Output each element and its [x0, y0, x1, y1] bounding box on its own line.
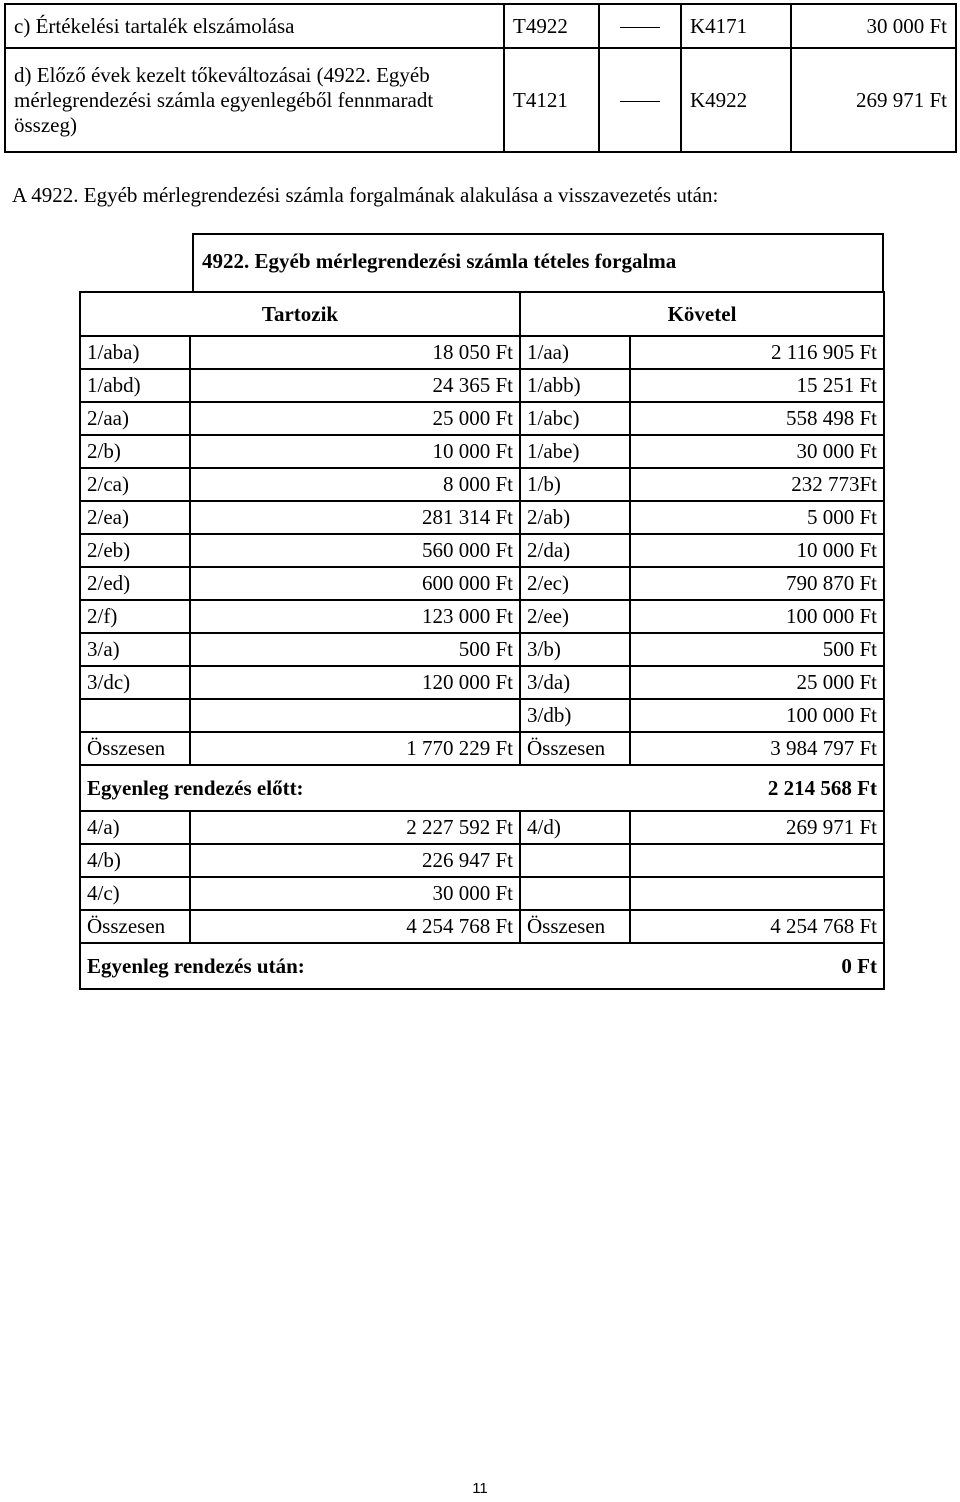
credit-amount: 3 984 797 Ft — [630, 732, 884, 765]
debit-ref: 2/ca) — [80, 468, 190, 501]
table-row — [80, 699, 884, 732]
debit-header: Tartozik — [80, 292, 520, 336]
debit-amount: 120 000 Ft — [190, 666, 520, 699]
credit-amount: 10 000 Ft — [630, 534, 884, 567]
debit-amount: 123 000 Ft — [190, 600, 520, 633]
credit-ref: 3/da) — [520, 666, 630, 699]
debit-amount: 4 254 768 Ft — [190, 910, 520, 943]
table-row — [80, 600, 884, 633]
credit-ref: 4/d) — [520, 811, 630, 844]
table-row — [80, 402, 884, 435]
debit-ref: 4/c) — [80, 877, 190, 910]
debit-amount: 18 050 Ft — [190, 336, 520, 369]
intro-text: A 4922. Egyéb mérlegrendezési számla forgalmának alakulása a visszavezetés után: — [12, 183, 719, 207]
debit-amount: 24 365 Ft — [190, 369, 520, 402]
table-row — [80, 811, 884, 844]
balance-after-label: Egyenleg rendezés után: — [80, 943, 520, 989]
credit-ref: 1/abb) — [520, 369, 630, 402]
credit-ref: 2/ab) — [520, 501, 630, 534]
credit-amount: 4 254 768 Ft — [630, 910, 884, 943]
balance-before-label: Egyenleg rendezés előtt: — [80, 765, 520, 811]
credit-amount: 25 000 Ft — [630, 666, 884, 699]
debit-ref: Összesen — [80, 910, 190, 943]
table-row — [80, 877, 884, 910]
debit-amount: 1 770 229 Ft — [190, 732, 520, 765]
balance-after — [80, 943, 884, 989]
credit-amount — [630, 877, 884, 910]
table-row — [80, 844, 884, 877]
table-row — [80, 369, 884, 402]
debit-ref: 3/a) — [80, 633, 190, 666]
debit-amount: 25 000 Ft — [190, 402, 520, 435]
debit-ref: Összesen — [80, 732, 190, 765]
ledger-title-box — [192, 233, 884, 291]
table-row — [80, 435, 884, 468]
table-row — [80, 468, 884, 501]
credit-ref: Összesen — [520, 910, 630, 943]
debit-ref: 2/eb) — [80, 534, 190, 567]
debit-ref: 4/a) — [80, 811, 190, 844]
debit-amount: 600 000 Ft — [190, 567, 520, 600]
credit-amount: 500 Ft — [630, 633, 884, 666]
credit-amount — [630, 844, 884, 877]
debit-ref: 2/f) — [80, 600, 190, 633]
balance-before-value: 2 214 568 Ft — [520, 765, 884, 811]
credit-amount: 558 498 Ft — [630, 402, 884, 435]
credit-amount: 100 000 Ft — [630, 699, 884, 732]
entry-row — [5, 48, 956, 152]
credit-account: K4171 — [681, 4, 791, 48]
credit-amount: 269 971 Ft — [630, 811, 884, 844]
credit-ref — [520, 844, 630, 877]
credit-amount: 5 000 Ft — [630, 501, 884, 534]
entry-text: c) Értékelési tartalék elszámolása — [5, 4, 504, 48]
entries-table — [4, 3, 957, 153]
dash — [599, 48, 681, 152]
debit-amount: 30 000 Ft — [190, 877, 520, 910]
debit-ref: 2/b) — [80, 435, 190, 468]
page-number: 11 — [472, 1480, 488, 1497]
dash — [599, 4, 681, 48]
debit-ref: 1/abd) — [80, 369, 190, 402]
debit-ref: 2/aa) — [80, 402, 190, 435]
table-row — [80, 501, 884, 534]
debit-ref: 1/aba) — [80, 336, 190, 369]
ledger-header-row — [80, 292, 884, 336]
credit-amount: 100 000 Ft — [630, 600, 884, 633]
debit-amount: 560 000 Ft — [190, 534, 520, 567]
credit-ref — [520, 877, 630, 910]
credit-ref: 3/db) — [520, 699, 630, 732]
credit-amount: 790 870 Ft — [630, 567, 884, 600]
debit-amount — [190, 699, 520, 732]
debit-amount: 8 000 Ft — [190, 468, 520, 501]
credit-amount: 15 251 Ft — [630, 369, 884, 402]
table-row — [80, 567, 884, 600]
credit-ref: 1/abe) — [520, 435, 630, 468]
table-row — [80, 633, 884, 666]
credit-ref: Összesen — [520, 732, 630, 765]
credit-ref: 2/ee) — [520, 600, 630, 633]
debit-account: T4121 — [504, 48, 599, 152]
credit-ref: 1/aa) — [520, 336, 630, 369]
debit-ref: 2/ed) — [80, 567, 190, 600]
debit-amount: 2 227 592 Ft — [190, 811, 520, 844]
debit-amount: 281 314 Ft — [190, 501, 520, 534]
balance-before — [80, 765, 884, 811]
credit-account: K4922 — [681, 48, 791, 152]
credit-ref: 1/abc) — [520, 402, 630, 435]
table-row — [80, 732, 884, 765]
entry-row — [5, 4, 956, 48]
ledger-table — [79, 291, 885, 990]
debit-ref: 3/dc) — [80, 666, 190, 699]
table-row — [80, 910, 884, 943]
entry-text: d) Előző évek kezelt tőkeváltozásai (4922. Egyéb mérlegrendezési számla egyenlegéből fennmaradt összeg) — [5, 48, 504, 152]
debit-amount: 500 Ft — [190, 633, 520, 666]
ledger-title: 4922. Egyéb mérlegrendezési számla tételes forgalma — [202, 249, 677, 273]
table-row — [80, 534, 884, 567]
debit-amount: 10 000 Ft — [190, 435, 520, 468]
entry-amount: 269 971 Ft — [791, 48, 956, 152]
entry-amount: 30 000 Ft — [791, 4, 956, 48]
table-row — [80, 336, 884, 369]
debit-ref — [80, 699, 190, 732]
debit-ref: 2/ea) — [80, 501, 190, 534]
credit-amount: 2 116 905 Ft — [630, 336, 884, 369]
credit-ref: 2/ec) — [520, 567, 630, 600]
credit-ref: 1/b) — [520, 468, 630, 501]
debit-ref: 4/b) — [80, 844, 190, 877]
table-row — [80, 666, 884, 699]
credit-amount: 30 000 Ft — [630, 435, 884, 468]
debit-amount: 226 947 Ft — [190, 844, 520, 877]
credit-header: Követel — [520, 292, 884, 336]
credit-ref: 3/b) — [520, 633, 630, 666]
credit-ref: 2/da) — [520, 534, 630, 567]
debit-account: T4922 — [504, 4, 599, 48]
credit-amount: 232 773Ft — [630, 468, 884, 501]
balance-after-value: 0 Ft — [520, 943, 884, 989]
